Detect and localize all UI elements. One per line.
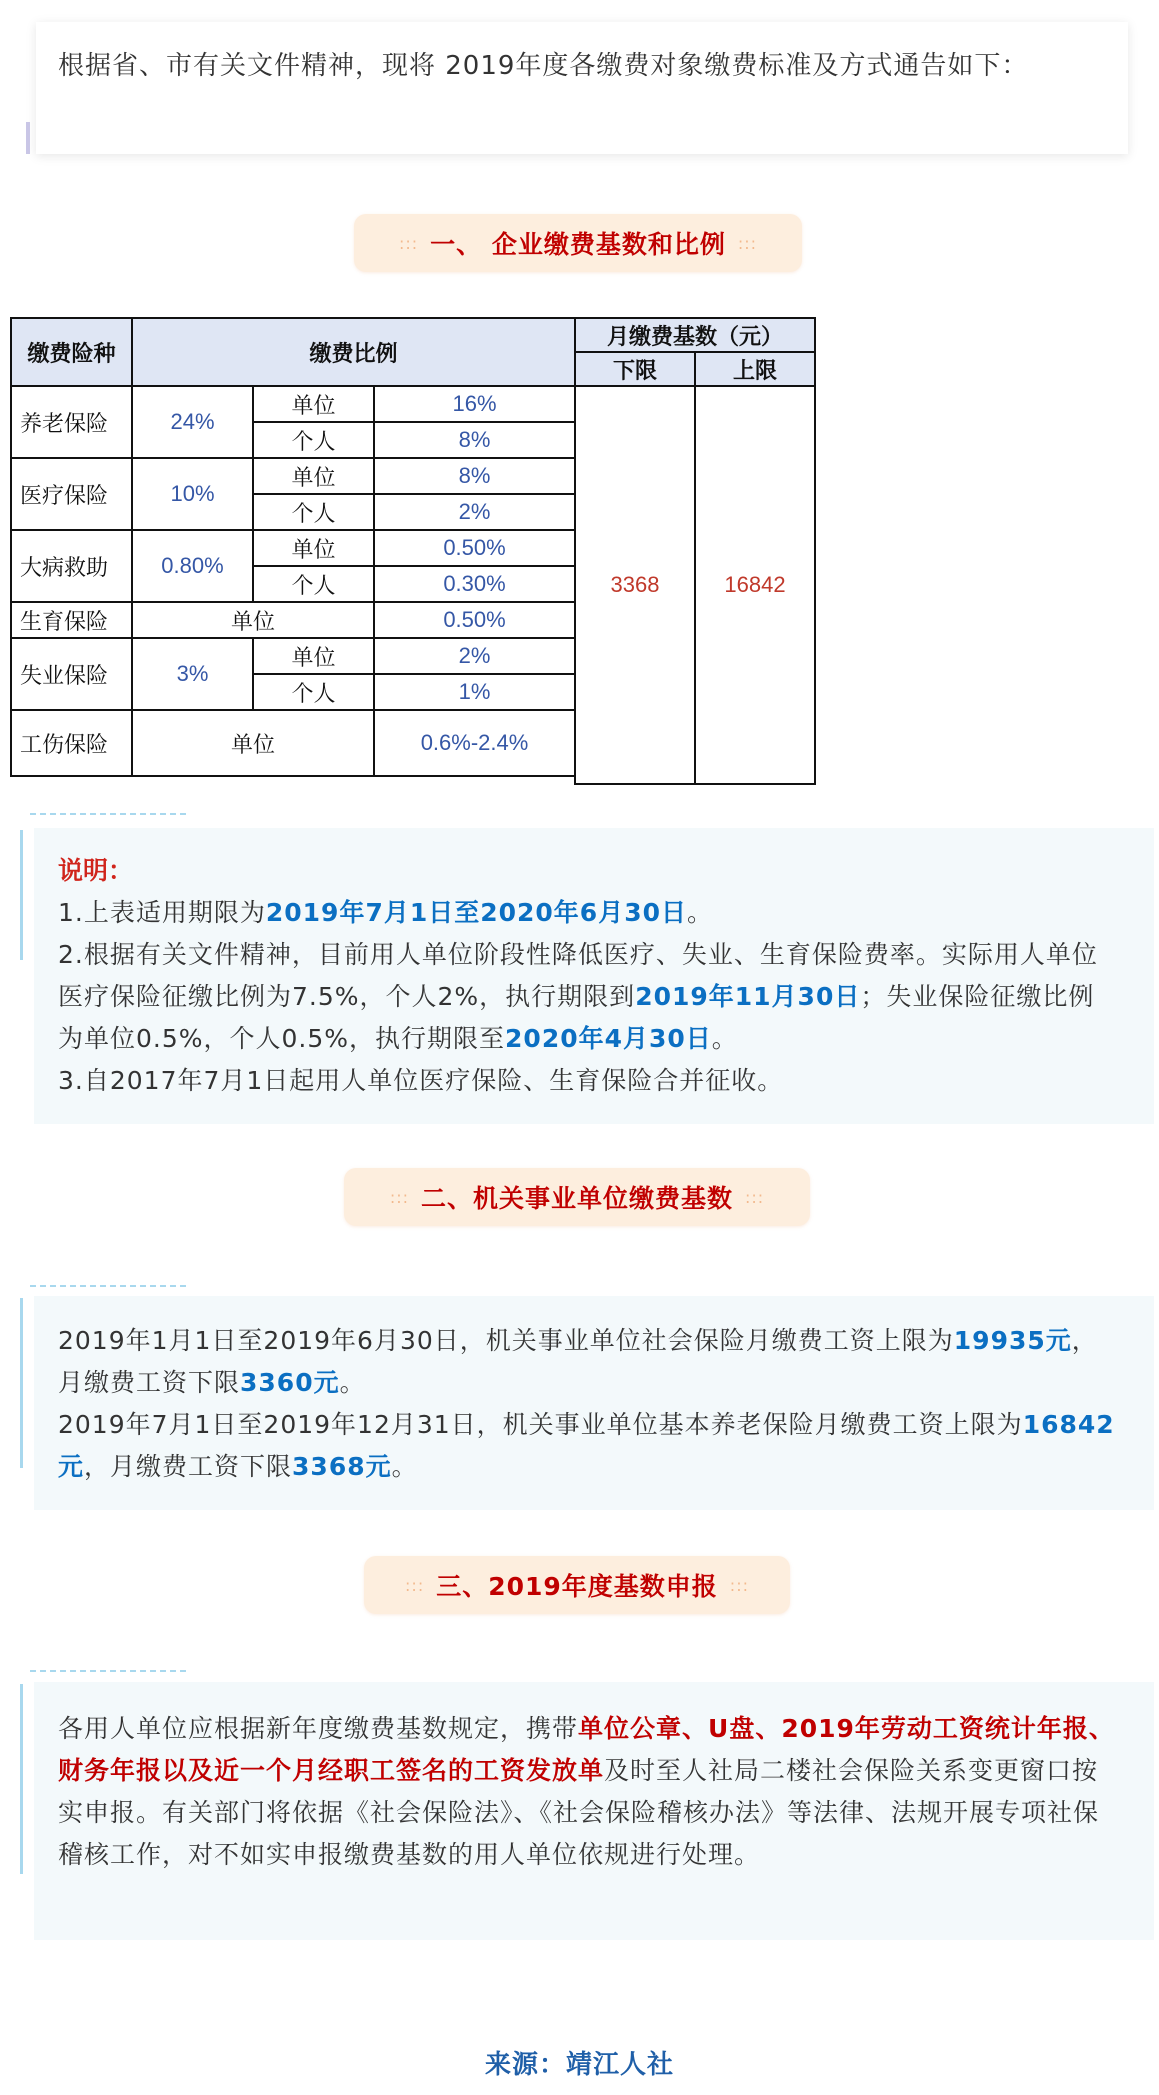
heading-dots-left: ::: [398, 233, 419, 253]
notes-content [58, 850, 1118, 1102]
row-pension-personal-label: 个人 [253, 422, 374, 458]
s2-p2-upper: 16842元 [58, 1410, 1115, 1481]
s2-p2-lower: 3368元 [292, 1452, 392, 1481]
row-pension-total: 24% [132, 386, 253, 458]
note-2-end: 。 [711, 1024, 738, 1053]
s2-p2-text: 2019年7月1日至2019年12月31日，机关事业单位基本养老保险月缴费工资上限为 [58, 1410, 1023, 1439]
intro-text: 根据省、市有关文件精神，现将 2019年度各缴费对象缴费标准及方式通告如下： [58, 51, 1029, 81]
section3-content [58, 1708, 1118, 1876]
header-ratio: 缴费比例 [132, 318, 575, 386]
notes-dashed-line [30, 813, 186, 815]
s3-text-2: 及时至人社局二楼社会保险关系变更窗口按实申报。有关部门将依据《社会保险法》、《社会保险稽核办法》等法律、法规开展专项社保稽核工作，对不如实申报缴费基数的用人单位依规进行处理。 [58, 1756, 1100, 1869]
section3-para [58, 1708, 1118, 1876]
notes-left-bar [20, 830, 23, 960]
heading-dots-left: ::: [389, 1187, 409, 1207]
section2-dashed-line [30, 1285, 186, 1287]
row-illness-personal-label: 个人 [253, 566, 374, 602]
row-maternity-name: 生育保险 [11, 602, 132, 638]
fee-table [10, 317, 816, 785]
section2-left-bar [20, 1298, 23, 1468]
row-unemployment-name: 失业保险 [11, 638, 132, 710]
row-pension-unit-rate: 16% [374, 386, 575, 422]
s2-p1-text-2: ，月缴费工资下限 [58, 1326, 1098, 1397]
row-medical-personal-rate: 2% [374, 494, 575, 530]
source-credit: 来源：靖江人社 [484, 2050, 674, 2080]
section-title-2: 二、机关事业单位缴费基数 [420, 1184, 733, 1213]
row-illness-unit-rate: 0.50% [374, 530, 575, 566]
row-maternity-unit-label: 单位 [132, 602, 374, 638]
note-1-end: 。 [687, 898, 714, 927]
row-illness-unit-label: 单位 [253, 530, 374, 566]
upper-value: 16842 [695, 386, 815, 784]
section3-dashed-line [30, 1670, 186, 1672]
row-illness-name: 大病救助 [11, 530, 132, 602]
note-1 [58, 892, 1118, 934]
section-title-1: 一、 企业缴费基数和比例 [430, 230, 726, 259]
row-illness-personal-rate: 0.30% [374, 566, 575, 602]
row-medical-personal-label: 个人 [253, 494, 374, 530]
row-injury-unit-rate: 0.6%-2.4% [374, 710, 575, 776]
header-type: 缴费险种 [11, 318, 132, 386]
lower-value: 3368 [575, 386, 695, 784]
note-2-text: 2.根据有关文件精神，目前用人单位阶段性降低医疗、失业、生育保险费率。实际用人单位医疗保险征缴比例为7.5%，个人2%，执行期限到 [58, 940, 1098, 1011]
section-heading-2 [344, 1168, 810, 1226]
header-base: 月缴费基数（元） [575, 318, 815, 352]
s2-p1-text: 2019年1月1日至2019年6月30日，机关事业单位社会保险月缴费工资上限为 [58, 1326, 954, 1355]
s2-p1-end: 。 [339, 1368, 366, 1397]
row-medical-unit-rate: 8% [374, 458, 575, 494]
row-unemployment-total: 3% [132, 638, 253, 710]
note-2-date-1: 2019年11月30日 [635, 982, 861, 1011]
row-pension-personal-rate: 8% [374, 422, 575, 458]
s2-p2-text-2: ，月缴费工资下限 [84, 1452, 293, 1481]
row-illness-total: 0.80% [132, 530, 253, 602]
heading-dots-left: ::: [405, 1575, 425, 1595]
note-2-date-2: 2020年4月30日 [505, 1024, 712, 1053]
heading-dots-right: ::: [729, 1575, 749, 1595]
heading-dots-right: ::: [737, 233, 758, 253]
row-unemployment-personal-label: 个人 [253, 674, 374, 710]
section2-content [58, 1320, 1118, 1488]
header-lower: 下限 [575, 352, 695, 386]
s2-p1-upper: 19935元 [953, 1326, 1072, 1355]
intro-card [36, 22, 1128, 154]
s3-required-items: 单位公章、U盘、2019年劳动工资统计年报、财务年报以及近一个月经职工签名的工资发放单 [58, 1714, 1115, 1785]
row-unemployment-unit-label: 单位 [253, 638, 374, 674]
row-medical-unit-label: 单位 [253, 458, 374, 494]
s2-p1-lower: 3360元 [240, 1368, 340, 1397]
s2-p2-end: 。 [391, 1452, 418, 1481]
row-injury-unit-label: 单位 [132, 710, 374, 776]
note-3: 3.自2017年7月1日起用人单位医疗保险、生育保险合并征收。 [58, 1066, 784, 1095]
note-1-period: 2019年7月1日至2020年6月30日 [265, 898, 687, 927]
header-upper: 上限 [695, 352, 815, 386]
intro-accent-bar [26, 122, 30, 154]
row-pension-unit-label: 单位 [253, 386, 374, 422]
row-medical-total: 10% [132, 458, 253, 530]
heading-dots-right: ::: [745, 1187, 765, 1207]
row-maternity-unit-rate: 0.50% [374, 602, 575, 638]
row-pension-name: 养老保险 [11, 386, 132, 458]
row-unemployment-unit-rate: 2% [374, 638, 575, 674]
notes-title: 说明： [58, 856, 134, 885]
s3-text-1: 各用人单位应根据新年度缴费基数规定，携带 [58, 1714, 579, 1743]
note-2-text-2: ；失业保险征缴比例为单位0.5%，个人0.5%，执行期限至 [58, 982, 1095, 1053]
note-2 [58, 934, 1118, 1060]
section3-left-bar [20, 1684, 23, 1874]
section-heading-1 [354, 214, 802, 272]
section-title-3: 三、2019年度基数申报 [436, 1572, 718, 1601]
row-unemployment-personal-rate: 1% [374, 674, 575, 710]
row-medical-name: 医疗保险 [11, 458, 132, 530]
section2-para-2 [58, 1404, 1118, 1488]
row-injury-name: 工伤保险 [11, 710, 132, 776]
section-heading-3 [364, 1556, 790, 1614]
note-1-text: 1.上表适用期限为 [58, 898, 266, 927]
section2-para-1 [58, 1320, 1118, 1404]
